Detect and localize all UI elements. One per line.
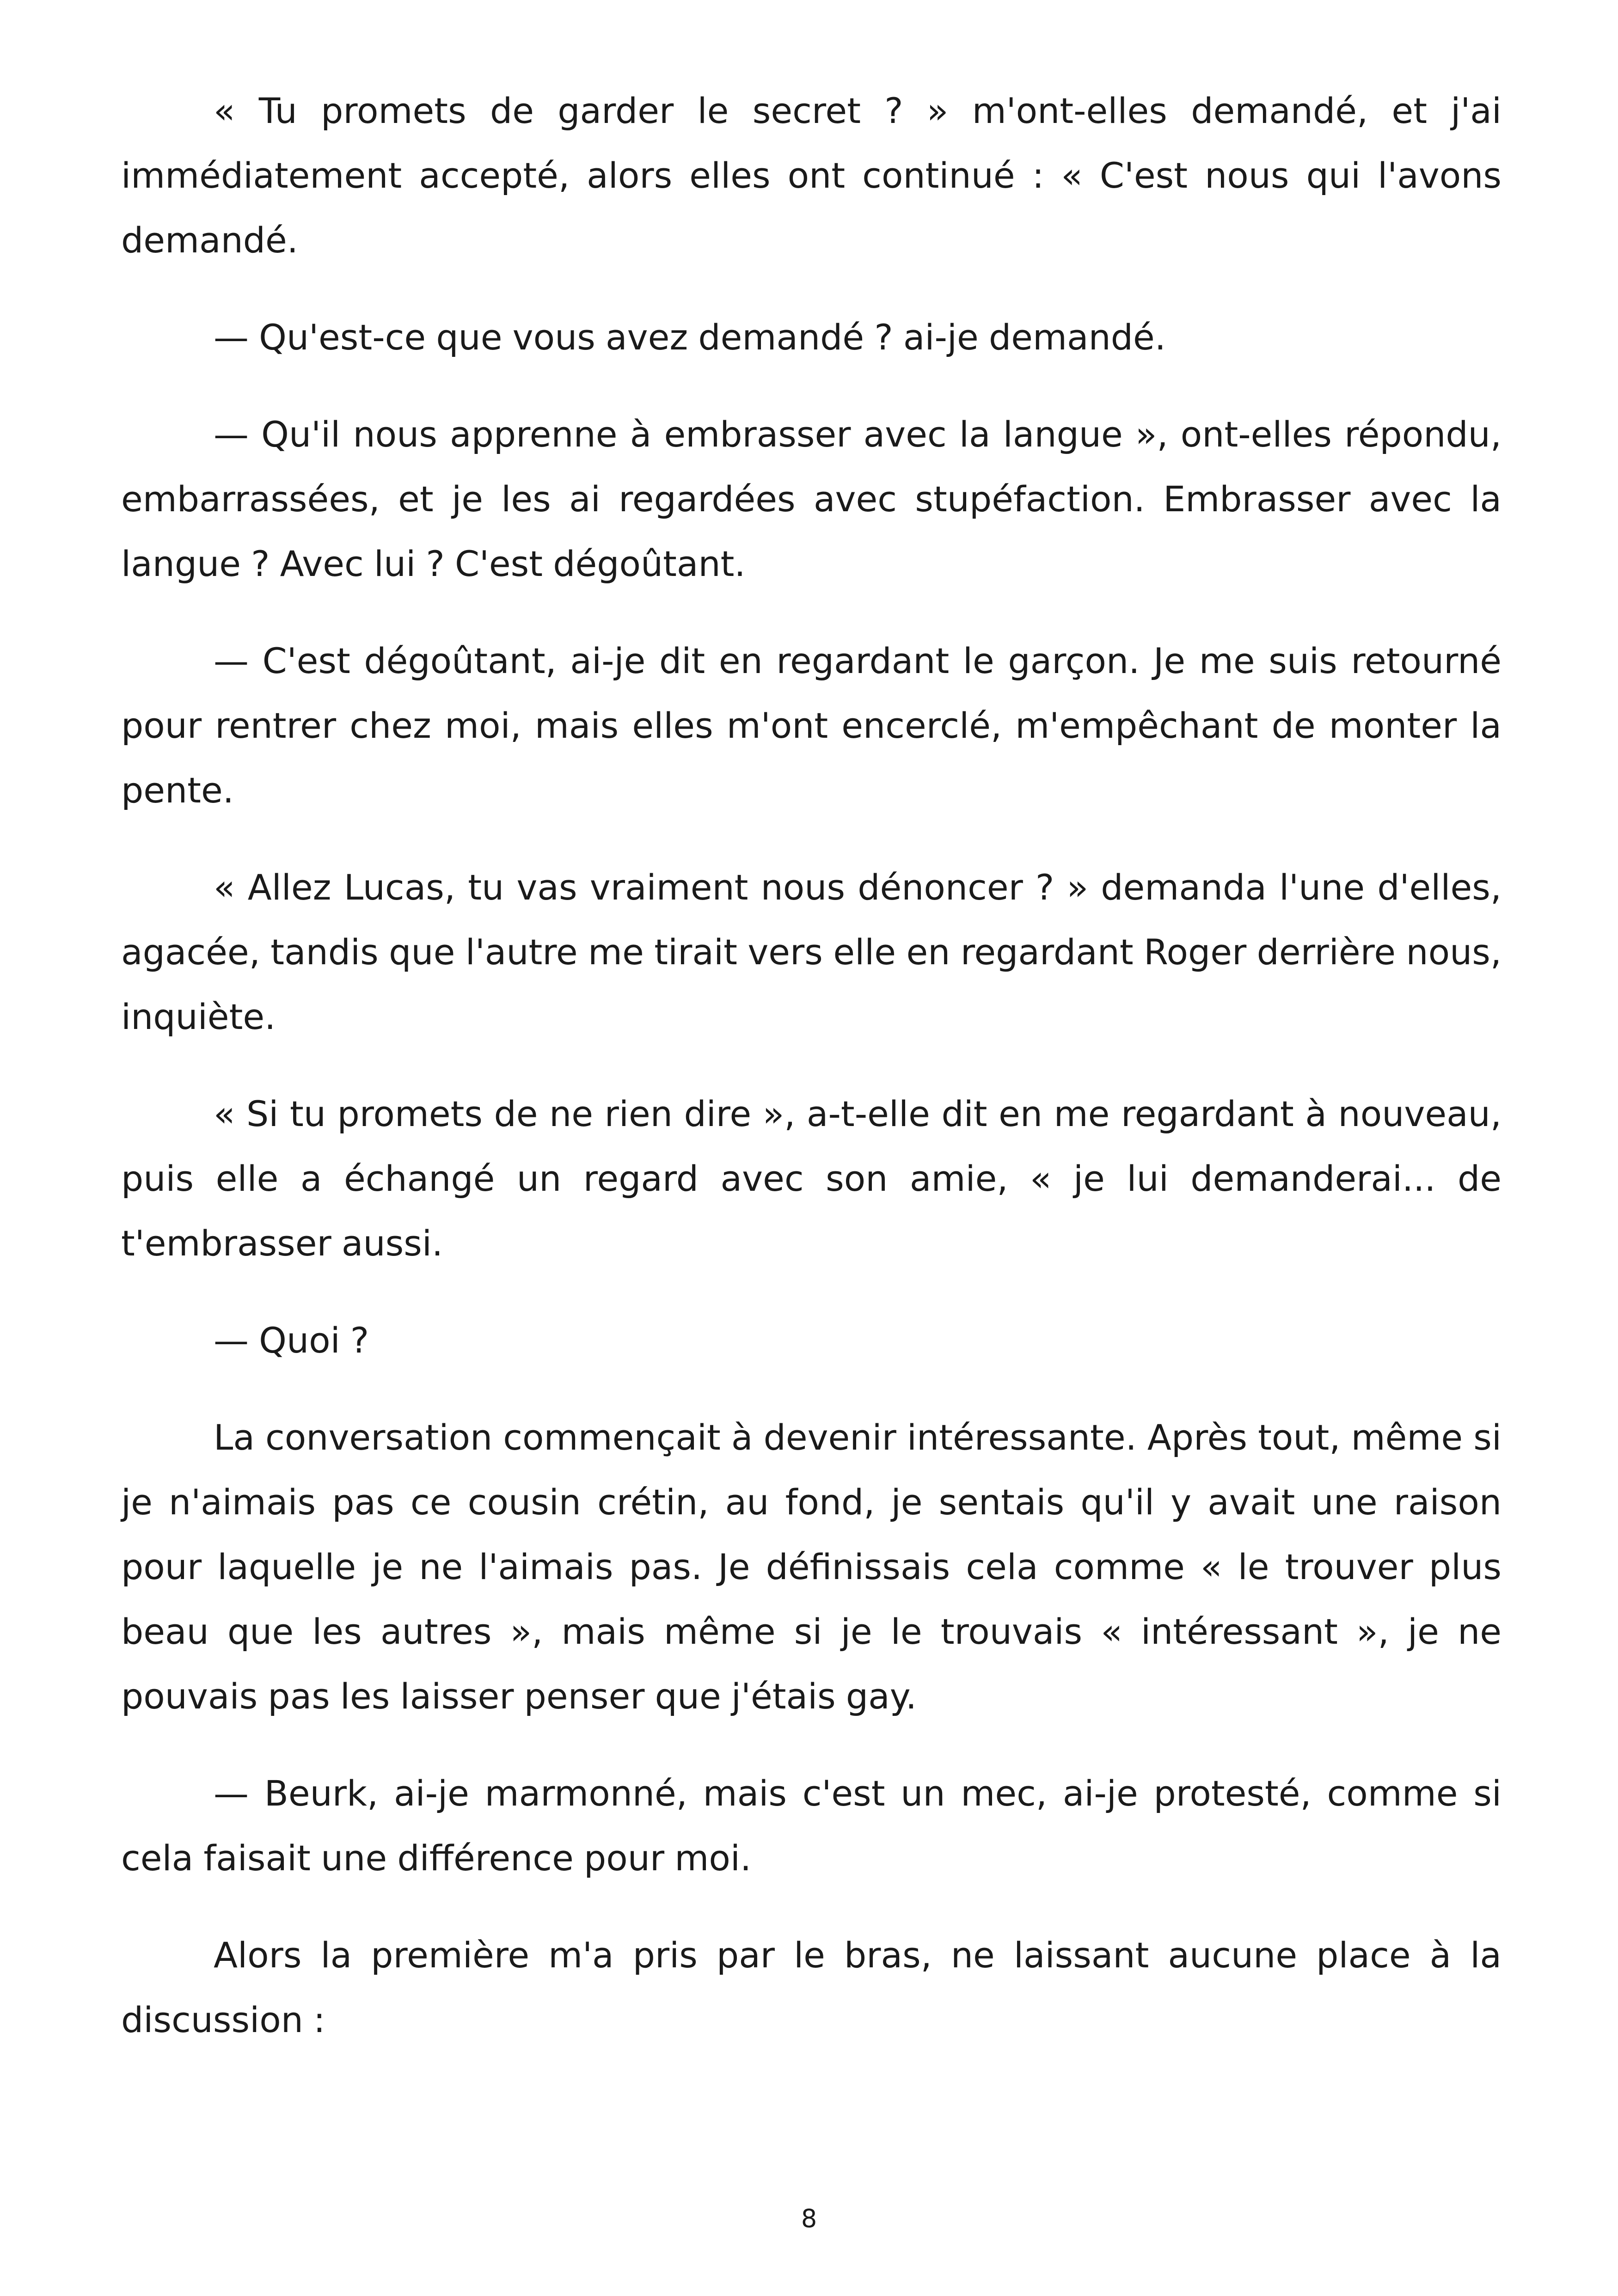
paragraph: — Qu'est-ce que vous avez demandé ? ai-je demandé. bbox=[214, 317, 1166, 358]
page-number: 8 bbox=[801, 2204, 817, 2233]
body-text bbox=[121, 79, 1502, 2052]
paragraph: « Si tu promets de ne rien dire », a-t-elle dit en me regardant à nouveau, puis elle a échangé un regard avec son amie, « je lui demanderai... de t'embrasser aussi. bbox=[121, 1093, 1502, 1264]
paragraph: — Qu'il nous apprenne à embrasser avec la langue », ont-elles répondu, embarrassées, et je les ai regardées avec stupéfaction. Embrasser avec la langue ? Avec lui ? C'est dégoûtant. bbox=[121, 414, 1502, 584]
paragraph: — Beurk, ai-je marmonné, mais c'est un mec, ai-je protesté, comme si cela faisait une différence pour moi. bbox=[121, 1773, 1502, 1879]
paragraph: — C'est dégoûtant, ai-je dit en regardant le garçon. Je me suis retourné pour rentrer chez moi, mais elles m'ont encerclé, m'empêchant de monter la pente. bbox=[121, 640, 1502, 811]
paragraph: — Quoi ? bbox=[214, 1320, 369, 1361]
paragraph: « Tu promets de garder le secret ? » m'ont-elles demandé, et j'ai immédiatement accepté, alors elles ont continué : « C'est nous qui l'avons demandé. bbox=[121, 90, 1502, 261]
paragraph: La conversation commençait à devenir intéressante. Après tout, même si je n'aimais pas ce cousin crétin, au fond, je sentais qu'il y avait une raison pour laquelle je ne l'aimais pas. Je définissais cela comme « le trouver plus beau que les autres », mais même si je le trouvais « intéressant », je ne pouvais pas les laisser penser que j'étais gay. bbox=[121, 1417, 1502, 1717]
paragraph: « Allez Lucas, tu vas vraiment nous dénoncer ? » demanda l'une d'elles, agacée, tandis que l'autre me tirait vers elle en regardant Roger derrière nous, inquiète. bbox=[121, 867, 1502, 1037]
paragraph: Alors la première m'a pris par le bras, ne laissant aucune place à la discussion : bbox=[121, 1935, 1502, 2040]
